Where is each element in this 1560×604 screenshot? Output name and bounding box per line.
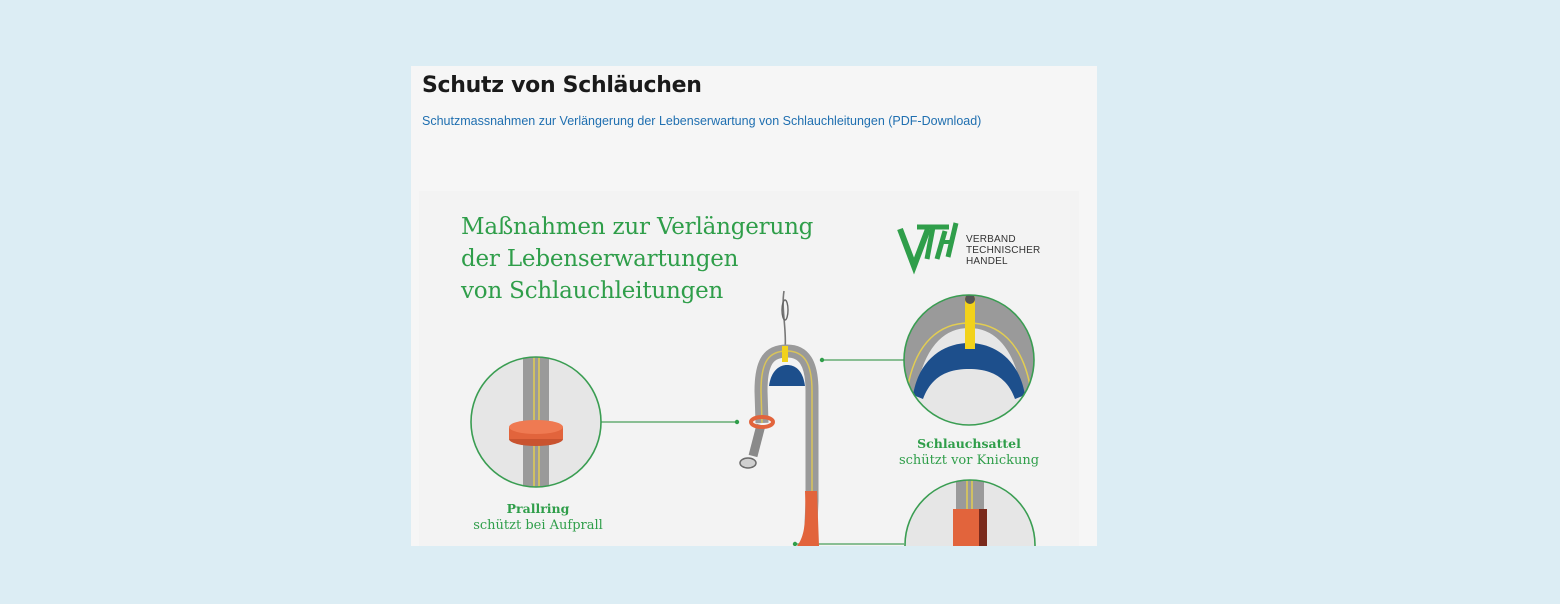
- headline-line-3: von Schlauchleitungen: [461, 278, 724, 304]
- prallring-title: Prallring: [506, 501, 570, 516]
- content-card: [411, 66, 1097, 546]
- vth-logo-mark: [900, 223, 956, 266]
- logo-line-2: TECHNISCHER: [966, 245, 1041, 256]
- infographic-image: [419, 191, 1079, 546]
- pdf-download-link[interactable]: Schutzmassnahmen zur Verlängerung der Lebenserwartung von Schlauchleitungen (PDF-Download): [422, 114, 982, 128]
- headline-line-1: Maßnahmen zur Verlängerung: [461, 214, 814, 240]
- logo-line-3: HANDEL: [966, 256, 1008, 267]
- hanging-hose: [740, 291, 819, 546]
- hose-sleeve-detail-circle: [905, 479, 1035, 546]
- schlauchsattel-subtitle: schützt vor Knickung: [898, 453, 1040, 468]
- schlauchsattel-title: Schlauchsattel: [917, 436, 1021, 451]
- logo-text: [966, 234, 1040, 267]
- prallring-detail-circle: [471, 351, 601, 491]
- schlauchsattel-detail-circle: [899, 294, 1039, 425]
- logo-line-1: VERBAND: [966, 234, 1016, 245]
- prallring-subtitle: schützt bei Aufprall: [473, 518, 603, 533]
- page-title: Schutz von Schläuchen: [422, 73, 702, 98]
- headline-line-2: der Lebenserwartungen: [461, 246, 739, 272]
